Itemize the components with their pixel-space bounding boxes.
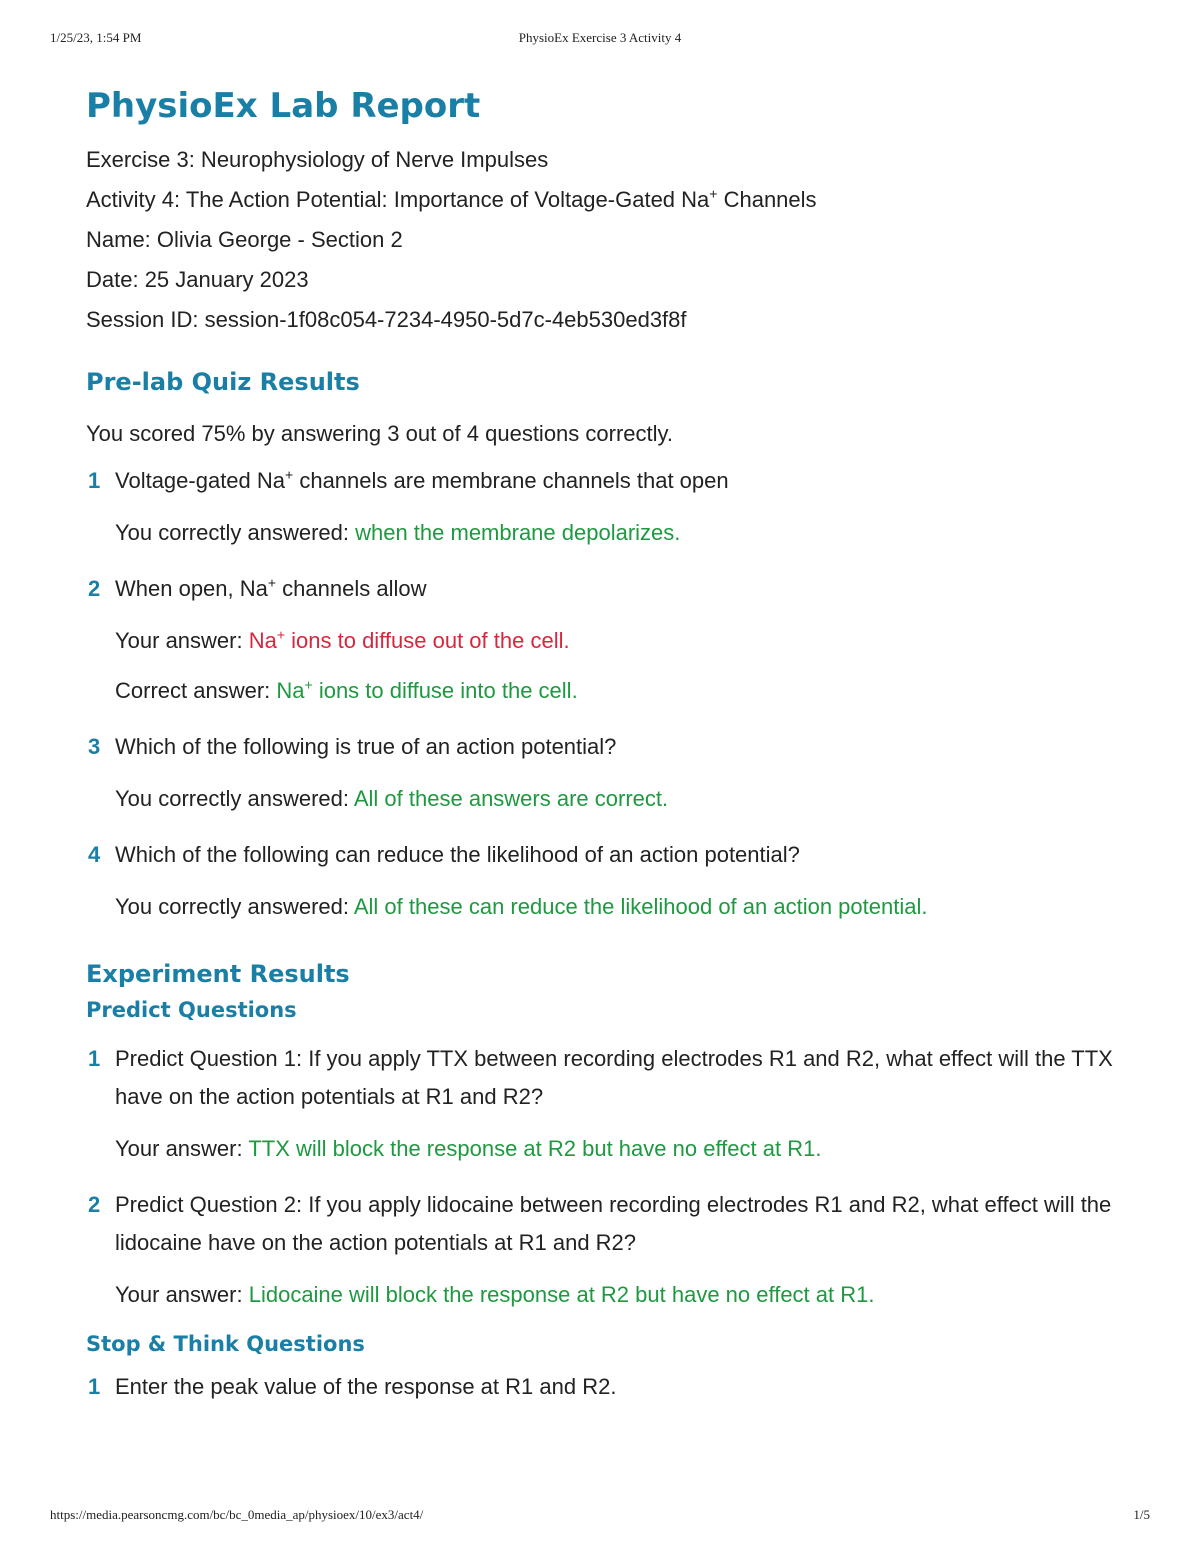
correct-answer-line (115, 672, 1146, 710)
superscript: + (285, 466, 294, 483)
date-line: Date: 25 January 2023 (86, 267, 309, 292)
stop-think-list (86, 1368, 1146, 1406)
correct-answer: when the membrane depolarizes. (355, 520, 681, 545)
answer-text-end: ions to diffuse into the cell. (312, 678, 578, 703)
question-number: 1 (88, 468, 101, 493)
exercise-line: Exercise 3: Neurophysiology of Nerve Impulses (86, 147, 549, 172)
superscript: + (709, 185, 718, 202)
answer-text-start: Na (276, 678, 305, 703)
activity-line (86, 180, 1146, 220)
list-item (86, 462, 1146, 552)
answer-label: Your answer: (115, 1282, 249, 1307)
answer-label: You correctly answered: (115, 786, 354, 811)
answer-text-end: ions to diffuse out of the cell. (285, 628, 570, 653)
question-text: Which of the following can reduce the likelihood of an action potential? (115, 842, 800, 867)
activity-text-end: Channels (717, 187, 817, 212)
report-title: PhysioEx Lab Report (86, 86, 481, 126)
list-item (86, 570, 1146, 710)
answer-line (115, 1130, 1146, 1168)
prelab-heading: Pre-lab Quiz Results (86, 368, 360, 396)
question-text: Which of the following is true of an action potential? (115, 734, 617, 759)
list-item (86, 1186, 1146, 1314)
answer-line (115, 888, 1146, 926)
prelab-section (86, 368, 1146, 926)
print-title: PhysioEx Exercise 3 Activity 4 (518, 30, 682, 45)
page-number: 1/5 (1133, 1507, 1150, 1522)
superscript: + (267, 574, 277, 591)
answer-label: Correct answer: (115, 678, 277, 703)
print-datetime: 1/25/23, 1:54 PM (50, 30, 142, 45)
session-line: Session ID: session-1f08c054-7234-4950-5d7c-4eb530ed3f8f (86, 307, 687, 332)
print-footer (0, 1507, 1200, 1527)
list-item (86, 1040, 1146, 1168)
experiment-section (86, 960, 1146, 1406)
list-item (86, 728, 1146, 818)
answer-label: You correctly answered: (115, 894, 354, 919)
question-number: 2 (88, 1192, 101, 1217)
print-header (0, 30, 1200, 50)
predict-heading: Predict Questions (86, 998, 297, 1022)
correct-answer (276, 678, 577, 703)
question-number: 4 (88, 842, 101, 867)
answer-label: Your answer: (115, 628, 249, 653)
prelab-score: You scored 75% by answering 3 out of 4 questions correctly. (86, 421, 674, 446)
correct-answer: All of these answers are correct. (353, 786, 669, 811)
superscript: + (276, 626, 286, 643)
question-text-start: When open, Na (115, 576, 268, 601)
answer-label: Your answer: (115, 1136, 249, 1161)
your-answer-line (115, 622, 1146, 660)
print-url: https://media.pearsoncmg.com/bc/bc_0media_ap/physioex/10/ex3/act4/ (50, 1507, 424, 1522)
prelab-question-list (86, 462, 1146, 926)
answer-text-start: Na (248, 628, 277, 653)
list-item (86, 1368, 1146, 1406)
incorrect-answer (249, 628, 570, 653)
stop-think-heading: Stop & Think Questions (86, 1332, 365, 1356)
correct-answer: All of these can reduce the likelihood of an action potential. (353, 894, 928, 919)
activity-text: Activity 4: The Action Potential: Importance of Voltage-Gated Na (86, 187, 710, 212)
superscript: + (304, 676, 313, 693)
answer-line (115, 1276, 1146, 1314)
question-text-end: channels are membrane channels that open (293, 468, 729, 493)
question-number: 1 (88, 1374, 101, 1399)
answer-line (115, 780, 1146, 818)
list-item (86, 836, 1146, 926)
report-meta (86, 140, 1146, 340)
correct-answer: Lidocaine will block the response at R2 but have no effect at R1. (248, 1282, 875, 1307)
question-text (115, 462, 1146, 500)
question-text-start: Voltage-gated Na (115, 468, 286, 493)
experiment-heading: Experiment Results (86, 960, 350, 988)
name-line: Name: Olivia George - Section 2 (86, 227, 403, 252)
predict-question-list (86, 1040, 1146, 1314)
question-text (115, 570, 1146, 608)
question-text: Predict Question 1: If you apply TTX between recording electrodes R1 and R2, what effect will the TTX have on the action potentials at R1 and R2? (115, 1046, 1113, 1109)
answer-label: You correctly answered: (115, 520, 356, 545)
correct-answer: TTX will block the response at R2 but have no effect at R1. (248, 1136, 822, 1161)
question-number: 1 (88, 1046, 101, 1071)
report-content (86, 82, 1146, 1424)
answer-line (115, 514, 1146, 552)
question-text: Enter the peak value of the response at R1 and R2. (115, 1374, 617, 1399)
question-number: 3 (88, 734, 101, 759)
question-number: 2 (88, 576, 101, 601)
question-text-end: channels allow (276, 576, 427, 601)
question-text: Predict Question 2: If you apply lidocaine between recording electrodes R1 and R2, what effect will the lidocaine have on the action potentials at R1 and R2? (115, 1192, 1112, 1255)
